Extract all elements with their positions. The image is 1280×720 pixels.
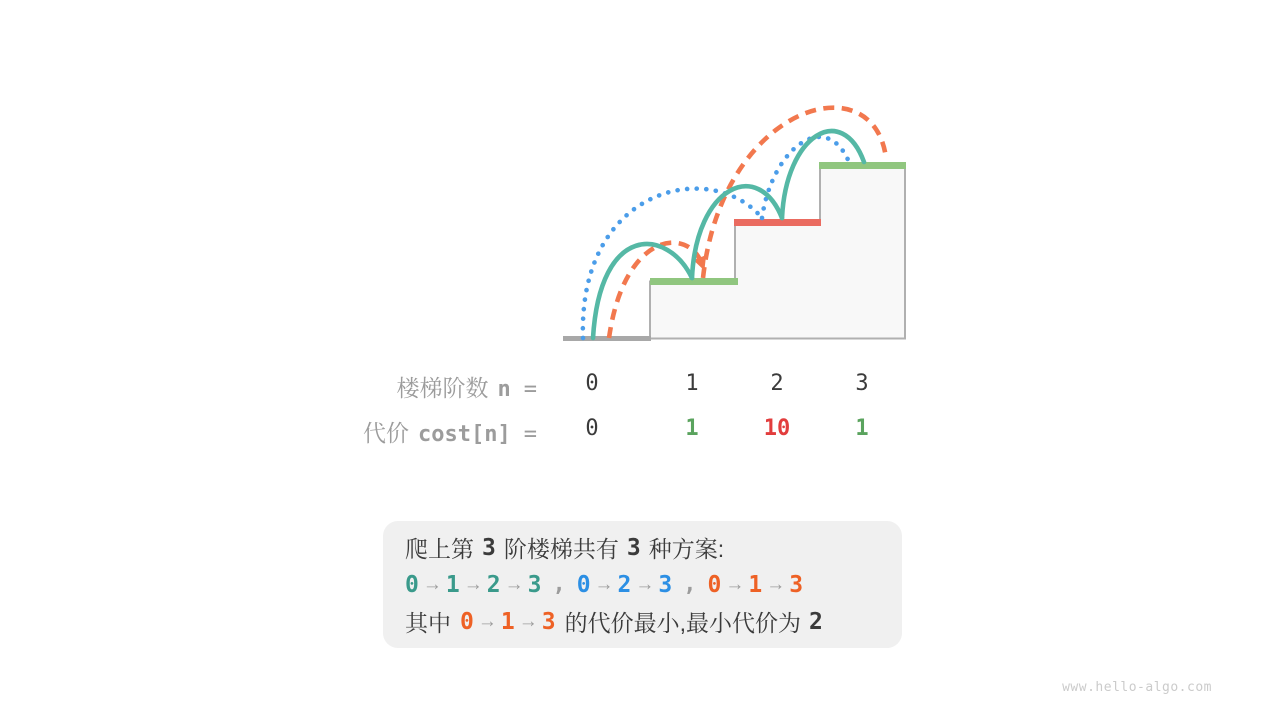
- arrow-glyph: →: [504, 573, 524, 595]
- stair-index-var: n: [497, 377, 511, 402]
- path-step-digit: 3: [541, 608, 556, 635]
- table-value: 1: [685, 371, 699, 396]
- table-value: 0: [585, 371, 599, 396]
- path-sequence: [577, 572, 673, 598]
- table-value: 3: [855, 371, 869, 396]
- note-line3-text: 其中: [405, 610, 451, 636]
- arrow-glyph: →: [635, 573, 655, 595]
- note-line1-text: 阶楼梯共有: [503, 536, 619, 562]
- path-step-digit: 3: [789, 571, 804, 598]
- best-path-sequence: [460, 609, 556, 635]
- equals-sign: =: [523, 422, 537, 447]
- arrow-glyph: →: [725, 573, 745, 595]
- note-line-3: [405, 603, 902, 640]
- path-step-digit: 0: [405, 571, 419, 598]
- staircase-figure: [540, 90, 920, 350]
- watermark: www.hello-algo.com: [1062, 680, 1212, 695]
- note-line1-text: 种方案:: [648, 536, 725, 562]
- arrow-glyph: →: [477, 610, 497, 632]
- table-value: 1: [855, 416, 869, 441]
- note-line1-text: 爬上第: [405, 536, 474, 562]
- cost-values: [0, 415, 920, 443]
- path-separator: ,: [683, 572, 697, 597]
- path-step-digit: 2: [486, 571, 501, 598]
- path-separator: ,: [552, 572, 566, 597]
- path-step-digit: 0: [576, 571, 591, 598]
- path-step-digit: 1: [748, 571, 763, 598]
- path-step-digit: 0: [460, 608, 474, 635]
- note-box: [383, 521, 902, 648]
- arrow-glyph: →: [594, 573, 614, 595]
- table-value: 10: [763, 416, 791, 441]
- cost-var: cost[n]: [418, 422, 511, 447]
- stair-index-values: [0, 370, 920, 398]
- path-sequence: [405, 572, 541, 598]
- arrow-glyph: →: [463, 573, 483, 595]
- path-step-digit: 0: [707, 571, 722, 598]
- path-step-digit: 2: [617, 571, 632, 598]
- table-value: 0: [585, 416, 599, 441]
- note-line3-text: 的代价最小,最小代价为: [564, 610, 801, 636]
- arrow-glyph: →: [766, 573, 786, 595]
- path-step-digit: 3: [527, 571, 542, 598]
- path-step-digit: 1: [500, 608, 515, 635]
- stair-index-label-cn: 楼梯阶数: [396, 375, 489, 401]
- note-line-1: [405, 529, 902, 566]
- table-value: 2: [770, 371, 784, 396]
- path-step-digit: 1: [445, 571, 460, 598]
- min-cost-value: 2: [808, 608, 823, 635]
- arrow-glyph: →: [422, 573, 442, 595]
- equals-sign: =: [523, 377, 537, 402]
- path-sequence: [708, 572, 804, 598]
- path-step-digit: 3: [658, 571, 673, 598]
- table-value: 1: [685, 416, 699, 441]
- stair-index-row: [0, 370, 920, 402]
- step-count: 3: [482, 534, 496, 561]
- cost-label-cn: 代价: [363, 420, 410, 446]
- plan-count: 3: [626, 534, 641, 561]
- arrow-glyph: →: [518, 610, 538, 632]
- staircase-body: [650, 166, 905, 339]
- cost-row: [0, 415, 920, 447]
- note-line-2-paths: [405, 566, 902, 603]
